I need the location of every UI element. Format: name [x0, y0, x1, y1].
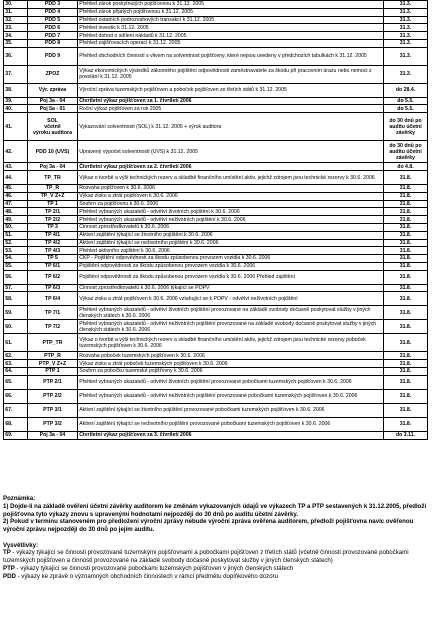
report-description: Výkaz zisku a ztrát poboček tuzemských pojišťoven k 30.6. 2006 [78, 360, 384, 368]
report-code: PDD 4 [28, 8, 78, 16]
report-description: Činnost zprostředkovatelů k 30.6. 2006 [78, 223, 384, 231]
table-row [4, 239, 428, 247]
report-description: Souhrn za pobočku tuzemské pojišťovny k 30.6. 2006 [78, 367, 384, 375]
table-row [4, 247, 428, 255]
report-description: Přehled vybraných ukazatelů - odvětví životních pojištění provozované na základě svobody dočasně poskytovat služby v jiných členských státech k 30.6. 2006 [78, 306, 384, 320]
report-deadline: do 5.5. [384, 97, 428, 105]
report-code: PDD 10 (UVS) [28, 141, 78, 163]
report-code: Poj 3a - 04 [28, 431, 78, 439]
row-number: 51. [4, 231, 28, 239]
row-number: 63. [4, 360, 28, 368]
report-code: PTP 3/2 [28, 417, 78, 431]
row-number: 40. [4, 105, 28, 113]
row-number: 36. [4, 47, 28, 65]
report-description: Výkaz zisku a ztrát pojišťoven k 30.6. 2006 [78, 192, 384, 200]
table-row [4, 171, 428, 185]
report-description: Přehled záruk přijatých pojišťovnou k 31.12. 2005 [78, 8, 384, 16]
table-row [4, 292, 428, 306]
row-number: 31. [4, 8, 28, 16]
report-code: TP 4/3 [28, 247, 78, 255]
row-number: 59. [4, 306, 28, 320]
report-code: SOL včetně výroku auditora [28, 113, 78, 141]
report-description: ČKP - Pojištění odpovědnosti za škodu způsobenou provozem vozidla k 30.6. 2006 [78, 255, 384, 263]
report-deadline: 31.8. [384, 171, 428, 185]
table-row [4, 375, 428, 389]
row-number: 65. [4, 375, 28, 389]
report-code: PDD 5 [28, 16, 78, 24]
table-row [4, 231, 428, 239]
report-code: TP 4/2 [28, 239, 78, 247]
table-body [4, 1, 428, 440]
table-row [4, 360, 428, 368]
row-number: 68. [4, 417, 28, 431]
report-deadline: 31.3. [384, 65, 428, 83]
legend-tp [3, 549, 431, 565]
report-description: Pojištění odpovědnosti za škodu způsobenou provozem vozidla k 30.6. 2006 Přehled zajištění [78, 270, 384, 284]
table-row [4, 270, 428, 284]
table-row [4, 8, 428, 16]
report-code: PDD 8 [28, 39, 78, 47]
row-number: 58. [4, 292, 28, 306]
row-number: 34. [4, 32, 28, 40]
row-number: 32. [4, 16, 28, 24]
report-code: PTP_R [28, 352, 78, 360]
table-row [4, 200, 428, 208]
report-deadline: 31.3. [384, 47, 428, 65]
report-code: ZPOZ [28, 65, 78, 83]
report-description: Rozvaha pojišťoven k 30.6. 2006 [78, 185, 384, 193]
table-row [4, 192, 428, 200]
report-description: Aktivní zajištění týkající se životního pojištění provozované pobočkami tuzemských pojišťoven k 30.6. 2006 [78, 403, 384, 417]
row-number: 48. [4, 208, 28, 216]
table-row [4, 97, 428, 105]
table-row [4, 262, 428, 270]
report-description: Souhrn za pojišťovnu k 30.6. 2006 [78, 200, 384, 208]
report-description: Výkaz o tvorbě a výši technických rezerv a skladbě finančního umístění aktiv, jejichž zdrojem jsou technické rezervy k 30.6. 2006 [78, 171, 384, 185]
table-row [4, 208, 428, 216]
report-description: Přehled investic k 31.12. 2005 [78, 24, 384, 32]
report-code: TP 6/3 [28, 284, 78, 292]
report-deadline: 31.8. [384, 334, 428, 352]
report-deadline: 31.8. [384, 223, 428, 231]
row-number: 61. [4, 334, 28, 352]
row-number: 38. [4, 83, 28, 97]
report-code: TP 6/4 [28, 292, 78, 306]
report-code: PDD 3 [28, 1, 78, 9]
table-row [4, 39, 428, 47]
report-deadline: 31.8. [384, 403, 428, 417]
report-deadline: 31.8. [384, 231, 428, 239]
report-description: Aktivní zajištění týkající se neživotního pojištění k 30.6. 2006 [78, 239, 384, 247]
report-description: Činnost zprostředkovatelů k 30.6. 2006 týkající se POPV [78, 284, 384, 292]
report-description: Přehled obchodních činností s vlivem na solventnost pojišťovny, které nejsou uvedeny v předchozích tabulkách k 31.12. 2005 [78, 47, 384, 65]
report-code: TP 6/2 [28, 270, 78, 284]
row-number: 52. [4, 239, 28, 247]
row-number: 42. [4, 141, 28, 163]
row-number: 35. [4, 39, 28, 47]
report-code: TP_V Z+Z [28, 192, 78, 200]
report-description: Upravený výpočet solventnosti (UVS) k 31.12. 2005 [78, 141, 384, 163]
report-deadline: 31.8. [384, 292, 428, 306]
report-description: Přehled vybraných ukazatelů - odvětví životních pojištění provozované pobočkami tuzemských pojišťoven k 30.6. 2006 [78, 375, 384, 389]
report-code: Poj 3a - 04 [28, 97, 78, 105]
report-description: Přehled aktivního zajištění k 30.6. 2006 [78, 247, 384, 255]
report-code: PDD 9 [28, 47, 78, 65]
table-row [4, 334, 428, 352]
report-code: TP_TR [28, 171, 78, 185]
legend-tp-text: - výkazy týkající se činnosti provozované tuzemskými pojišťovnami a pobočkami pojišťoven z třetích států (včetně činnosti provozované pobočkami tuzemských pojišťoven a činnosti provozované na základě svobody dočasně poskytovat služby v jiných členských státech) [3, 549, 409, 565]
report-deadline: 31.8. [384, 306, 428, 320]
table-row [4, 16, 428, 24]
report-description: Výkaz o tvorbě a výši technických rezerv a skladbě finančního umístění aktiv, jejichž zdrojem jsou technické rezervy poboček tuzemských pojišťoven k 30.6. 2006 [78, 334, 384, 352]
report-code: PTP 2/2 [28, 389, 78, 403]
report-deadline: 31.3. [384, 16, 428, 24]
table-row [4, 185, 428, 193]
row-number: 55. [4, 262, 28, 270]
row-number: 41. [4, 113, 28, 141]
report-deadline: 31.8. [384, 284, 428, 292]
table-row [4, 306, 428, 320]
report-deadline: 31.8. [384, 352, 428, 360]
report-description: Přehled vybraných ukazatelů - odvětví životních pojištění k 30.6. 2006 [78, 208, 384, 216]
row-number: 30. [4, 1, 28, 9]
table-row [4, 431, 428, 439]
legend-ptp-term: PTP [3, 564, 15, 572]
row-number: 39. [4, 97, 28, 105]
table-row [4, 65, 428, 83]
row-number: 54. [4, 255, 28, 263]
report-deadline: do 30 dnů po auditu účetní závěrky [384, 141, 428, 163]
report-code: TP_R [28, 185, 78, 193]
table-row [4, 367, 428, 375]
report-deadline: 31.8. [384, 216, 428, 224]
row-number: 44. [4, 171, 28, 185]
table-row [4, 141, 428, 163]
table-row [4, 417, 428, 431]
report-description: Vykazování solventnosti (SOL) k 31.12. 2005 + výrok auditora [78, 113, 384, 141]
report-description: Přehled záruk poskytnutých pojišťovnou k 31.12. 2005 [78, 1, 384, 9]
report-deadline: 31.8. [384, 360, 428, 368]
table-row [4, 24, 428, 32]
report-code: TP 1 [28, 200, 78, 208]
table-row [4, 284, 428, 292]
report-code: PTP_TR [28, 334, 78, 352]
legend-heading: Vysvětlivky: [3, 541, 39, 549]
report-deadline: 31.3. [384, 32, 428, 40]
report-deadline: do 3.11. [384, 431, 428, 439]
row-number: 64. [4, 367, 28, 375]
report-description: Přehled vybraných ukazatelů - odvětví neživotních pojištění provozované pobočkami tuzemských pojišťoven k 30.6. 2006 [78, 389, 384, 403]
row-number: 66. [4, 389, 28, 403]
report-deadline: 31.8. [384, 208, 428, 216]
report-deadline: 31.3. [384, 8, 428, 16]
table-row [4, 320, 428, 334]
report-code: TP 2/2 [28, 216, 78, 224]
report-deadline: do 28.4. [384, 83, 428, 97]
row-number: 43. [4, 163, 28, 171]
report-deadline: 31.8. [384, 185, 428, 193]
report-deadline: 31.3. [384, 39, 428, 47]
report-deadline: do 5.5. [384, 105, 428, 113]
row-number: 57. [4, 284, 28, 292]
report-description: Výroční zpráva tuzemských pojišťoven a poboček pojišťoven ze třetích států k 31.12. 2005 [78, 83, 384, 97]
report-deadline: 31.8. [384, 192, 428, 200]
report-code: TP 4/1 [28, 231, 78, 239]
row-number: 69. [4, 431, 28, 439]
report-code: TP 5 [28, 255, 78, 263]
row-number: 37. [4, 65, 28, 83]
report-code: PDD 7 [28, 32, 78, 40]
report-deadline: 31.8. [384, 262, 428, 270]
legend-pdd [3, 573, 431, 581]
legend-tp-term: TP [3, 549, 11, 557]
table-row [4, 223, 428, 231]
table-row [4, 32, 428, 40]
report-deadline: 31.3. [384, 24, 428, 32]
report-code: TP 7/1 [28, 306, 78, 320]
report-description: Aktivní zajištění týkající se životního pojištění k 30.6. 2006 [78, 231, 384, 239]
row-number: 60. [4, 320, 28, 334]
legend-pdd-text: - výkazy ke zprávě o významných obchodních činnostech v rámci předmětu doplňkového dozoru [15, 572, 279, 580]
report-description: Přehled vybraných ukazatelů - odvětví neživotních pojištění k 30.6. 2006 [78, 216, 384, 224]
row-number: 49. [4, 216, 28, 224]
table-row [4, 83, 428, 97]
report-code: Poj 3a - 04 [28, 163, 78, 171]
report-deadline: 31.3. [384, 1, 428, 9]
row-number: 45. [4, 185, 28, 193]
table-row [4, 1, 428, 9]
row-number: 46. [4, 192, 28, 200]
table-row [4, 105, 428, 113]
row-number: 62. [4, 352, 28, 360]
report-description: Pojištění odpovědnosti za škodu způsobenou provozem vozidla k 30.6. 2006 [78, 262, 384, 270]
report-code: PTP 3/1 [28, 403, 78, 417]
report-code: Poj 5a - 01 [28, 105, 78, 113]
report-code: TP 3 [28, 223, 78, 231]
note-2: 2) Pokud v terminu stanoveném pro předložení výroční zprávy nebude výroční zpráva ověřena auditorem, předloží pojišťovna navíc ověřenou výroční zprávu nejpozději do 30 dnů po jejím auditu. [3, 518, 414, 534]
notes-section [3, 495, 431, 581]
table-row [4, 113, 428, 141]
legend-ptp-text: - výkazy týkající se činnosti provozované pobočkami tuzemských pojišťoven v jiných členských státech [14, 564, 294, 572]
report-deadline: 31.8. [384, 389, 428, 403]
report-description: Přehled ostatních podrozvahových transakcí k 31.12. 2005 [78, 16, 384, 24]
report-schedule-table [3, 0, 428, 440]
note-1: 1) Dojde-li na základě ověření účetní závěrky auditorem ke změnám vykazovaných údajů ve výkazech TP a PTP sestavených k 31.12.2005, předloží pojišťovna tyto výkazy znovu s upravenými hodnotami nejpozději do 30 dnů po auditu účetní závěrky. [3, 502, 427, 518]
table-row [4, 47, 428, 65]
report-code: Výr. zpráva [28, 83, 78, 97]
report-deadline: 31.8. [384, 239, 428, 247]
report-description: Čtvrtletní výkaz pojišťoven za 3. čtvrtletí 2006 [78, 431, 384, 439]
table-row [4, 389, 428, 403]
report-description: Rozvaha poboček tuzemských pojišťoven k 30.6. 2006 [78, 352, 384, 360]
report-code: PTP 1 [28, 367, 78, 375]
report-deadline: 31.8. [384, 247, 428, 255]
legend-pdd-term: PDD [3, 572, 16, 580]
row-number: 67. [4, 403, 28, 417]
report-deadline: do 4.8. [384, 163, 428, 171]
report-code: TP 2/1 [28, 208, 78, 216]
report-code: TP 6/1 [28, 262, 78, 270]
report-code: TP 7/2 [28, 320, 78, 334]
table-row [4, 352, 428, 360]
table-row [4, 403, 428, 417]
report-code: PTP 2/1 [28, 375, 78, 389]
row-number: 53. [4, 247, 28, 255]
report-deadline: 31.8. [384, 417, 428, 431]
report-description: Výkaz ekonomických výsledků zákonného pojištění odpovědnosti zaměstnavatele za škodu při pracovním úrazu nebo nemoci z povolání k 31.12. 2005 [78, 65, 384, 83]
report-deadline: 31.8. [384, 320, 428, 334]
report-description: Čtvrtletní výkaz pojišťoven za 2. čtvrtletí 2006 [78, 163, 384, 171]
report-description: Přehled vybraných ukazatelů - odvětví neživotních pojištění provozované na základě svobody dočasně poskytovat služby v jiných členských státech k 30.6. 2006 [78, 320, 384, 334]
report-description: Přehled dohod o sdílení nákladů k 31.12. 2005 [78, 32, 384, 40]
report-code: PDD 6 [28, 24, 78, 32]
notes-heading: Poznámka: [3, 495, 36, 502]
report-description: Čtvrtletní výkaz pojišťoven za 1. čtvrtletí 2006 [78, 97, 384, 105]
report-deadline: 31.8. [384, 200, 428, 208]
report-deadline: do 30 dnů po auditu účetní závěrky [384, 113, 428, 141]
report-deadline: 31.8. [384, 255, 428, 263]
report-description: Aktivní zajištění týkající se neživotního pojištění provozované pobočkami tuzemských pojišťoven k 30.6. 2006 [78, 417, 384, 431]
report-deadline: 31.8. [384, 367, 428, 375]
table-row [4, 255, 428, 263]
report-deadline: 31.8. [384, 375, 428, 389]
row-number: 50. [4, 223, 28, 231]
report-code: PTP_V Z+Z [28, 360, 78, 368]
row-number: 33. [4, 24, 28, 32]
table-row [4, 216, 428, 224]
report-schedule [3, 0, 431, 440]
row-number: 47. [4, 200, 28, 208]
report-description: Přehled zajišťovacích operací k 31.12. 2005 [78, 39, 384, 47]
report-deadline: 31.8. [384, 270, 428, 284]
legend-ptp [3, 565, 431, 573]
report-description: Výkaz zisku a ztrát pojišťoven k 30.6. 2006 vztahující se k POPV - odvětví neživotních pojištění [78, 292, 384, 306]
table-row [4, 163, 428, 171]
report-description: Roční výkaz pojišťoven za rok 2005 [78, 105, 384, 113]
row-number: 56. [4, 270, 28, 284]
